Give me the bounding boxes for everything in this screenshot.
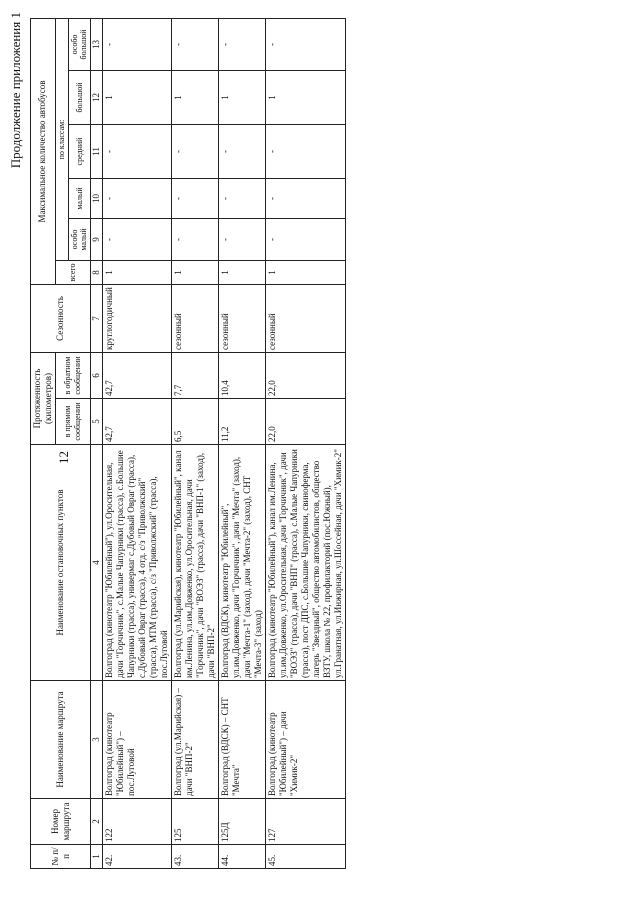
length-fwd: 22,0 — [265, 399, 345, 445]
col-index: 1 — [91, 845, 103, 869]
col-class-s: малый — [68, 179, 91, 219]
col-length-fwd: в прямом сообщении — [55, 399, 90, 445]
total-buses: 1 — [265, 261, 345, 285]
season: круглогодичный — [103, 285, 172, 353]
col-route-name: Наименование маршрута — [31, 681, 91, 799]
buses-xs: - — [103, 219, 172, 261]
length-fwd: 42,7 — [103, 399, 172, 445]
col-index: 6 — [91, 353, 103, 399]
length-fwd: 11,2 — [218, 399, 265, 445]
length-back: 7,7 — [171, 353, 218, 399]
buses-s: - — [265, 179, 345, 219]
col-index: 4 — [91, 445, 103, 681]
row-num: 45. — [265, 845, 345, 869]
length-fwd: 6,5 — [171, 399, 218, 445]
buses-m: - — [103, 125, 172, 179]
col-index: 12 — [91, 71, 103, 125]
length-back: 10,4 — [218, 353, 265, 399]
length-back: 22,0 — [265, 353, 345, 399]
buses-s: - — [171, 179, 218, 219]
col-stops: Наименование остановочных пунктов — [31, 445, 91, 681]
col-num: № п/п — [31, 845, 91, 869]
buses-m: - — [218, 125, 265, 179]
buses-xs: - — [218, 219, 265, 261]
col-season: Сезонность — [31, 285, 91, 353]
col-index: 9 — [91, 219, 103, 261]
col-class-l: большой — [68, 71, 91, 125]
col-index: 8 — [91, 261, 103, 285]
route-number: 125Д — [218, 799, 265, 845]
col-class-xl: особо большой — [68, 18, 91, 70]
buses-m: - — [171, 125, 218, 179]
col-index: 11 — [91, 125, 103, 179]
col-index: 10 — [91, 179, 103, 219]
buses-l: 1 — [171, 71, 218, 125]
row-num: 43. — [171, 845, 218, 869]
season: сезонный — [171, 285, 218, 353]
season: сезонный — [265, 285, 345, 353]
buses-m: - — [265, 125, 345, 179]
total-buses: 1 — [171, 261, 218, 285]
table-row — [103, 18, 172, 868]
route-number: 125 — [171, 799, 218, 845]
col-buses: Максимальное количество автобусов — [31, 18, 56, 284]
route-name: Волгоград (ул.Марийская) – дачи "ВНП-2" — [171, 681, 218, 799]
table-row — [171, 18, 218, 868]
buses-xl: - — [103, 18, 172, 70]
col-route-number: Номер маршрута — [31, 799, 91, 845]
buses-l: 1 — [218, 71, 265, 125]
length-back: 42,7 — [103, 353, 172, 399]
season: сезонный — [218, 285, 265, 353]
col-index: 13 — [91, 18, 103, 70]
row-num: 44. — [218, 845, 265, 869]
route-name: Волгоград (кинотеатр "Юбилейный") – дачи "Химик-2" — [265, 681, 345, 799]
buses-xl: - — [171, 18, 218, 70]
buses-l: 1 — [265, 71, 345, 125]
buses-xs: - — [171, 219, 218, 261]
col-index: 7 — [91, 285, 103, 353]
col-class-m: средний — [68, 125, 91, 179]
stops: Волгоград (кинотеатр "Юбилейный"), ул.Оросительная, дачи "Горчичник", с.Малые Чапурники (трасса), с.Большие Чапурники (трасса), универмаг с.Дубовый Овраг (трасса), с.Дубовый Овраг (трасса), 4 отд. с/з "Приволжский" (трасса), МТМ (трасса), с/з "Приволжский" (трасса), пос.Луговой — [103, 445, 172, 681]
buses-xs: - — [265, 219, 345, 261]
col-total: всего — [55, 261, 90, 285]
page-number: 12 — [56, 451, 71, 464]
column-number-row — [91, 18, 103, 868]
route-number: 127 — [265, 799, 345, 845]
col-index: 3 — [91, 681, 103, 799]
route-name: Волгоград (ВДСК) – СНТ "Мечта" — [218, 681, 265, 799]
total-buses: 1 — [103, 261, 172, 285]
buses-xl: - — [265, 18, 345, 70]
stops: Волгоград (ВДСК), кинотеатр "Юбилейный", ул.им.Довженко, дачи "Горчичник", дачи "Мечта" (заход), дачи "Мечта-1" (заход), дачи "Мечта-2" (заход), СНТ "Мечта-3" (заход) — [218, 445, 265, 681]
buses-l: 1 — [103, 71, 172, 125]
col-index: 2 — [91, 799, 103, 845]
table-row — [218, 18, 265, 868]
col-by-class: по классам: — [55, 18, 68, 260]
col-index: 5 — [91, 399, 103, 445]
routes-table — [30, 18, 346, 869]
col-length: Протяженность (километров) — [31, 353, 56, 445]
route-name: Волгоград (кинотеатр "Юбилейный") – пос.Луговой — [103, 681, 172, 799]
buses-s: - — [103, 179, 172, 219]
buses-s: - — [218, 179, 265, 219]
col-class-xs: особо малый — [68, 219, 91, 261]
stops: Волгоград (ул.Марийская), кинотеатр "Юбилейный", канал им.Ленина, ул.им.Довженко, ул.Оросительная, дачи "Горчичник", дачи "ВОЭЗ" (трасса), дачи "ВНП-1" (заход), дачи "ВНП-2" — [171, 445, 218, 681]
route-number: 122 — [103, 799, 172, 845]
total-buses: 1 — [218, 261, 265, 285]
stops: Волгоград (кинотеатр "Юбилейный"), канал им.Ленина, ул.им.Довженко, ул.Оросительная, дачи "Горчичник", дачи "ВОЭЗ" (трасса), дачи "ВНП" (трасса), с.Малые Чапурники (трасса), пост ДПС, с.Большие Чапурники, свиноферма, лагерь "Звездный", общество автомобилистов, общество ВЗТУ, школа № 22, профилакторий (пос.Южный), ул.Гранатная, ул.Инжирная, ул.Шоссейная, дачи "Химик-2" — [265, 445, 345, 681]
continuation-title: Продолжение приложения 1 — [8, 12, 23, 169]
table-row — [265, 18, 345, 868]
col-length-back: в обратном сообщении — [55, 353, 90, 399]
row-num: 42. — [103, 845, 172, 869]
buses-xl: - — [218, 18, 265, 70]
